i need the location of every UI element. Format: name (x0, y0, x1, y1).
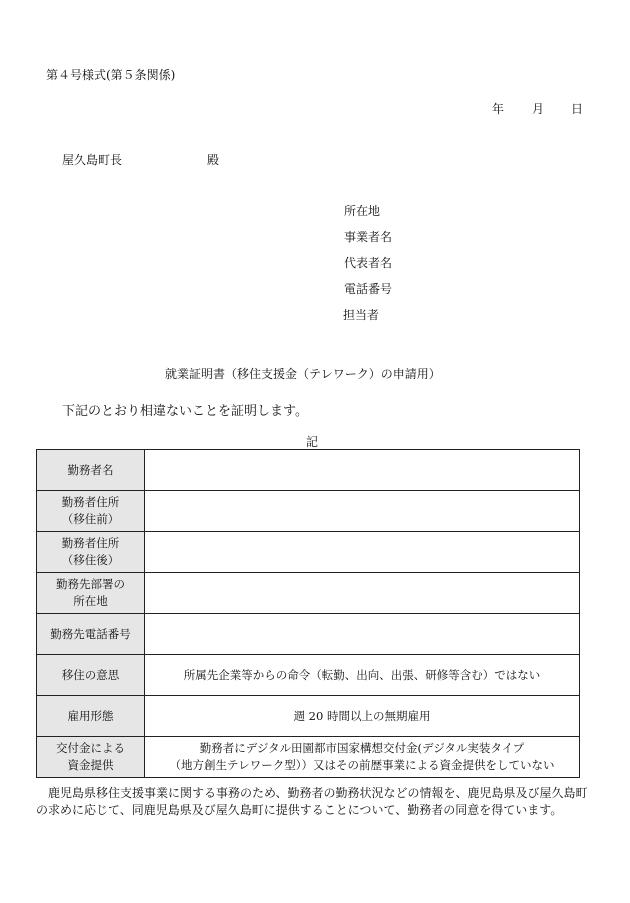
row-label: 勤務者名 (37, 450, 145, 491)
table-row (37, 737, 580, 778)
year-label: 年 (492, 102, 505, 116)
row-label: 雇用形態 (37, 696, 145, 737)
recipient-name: 屋久島町長 (62, 153, 123, 167)
row-label: 勤務者住所 （移住後） (37, 532, 145, 573)
row-label: 勤務先電話番号 (37, 614, 145, 655)
row-value: 所属先企業等からの命令（転勤、出向、出張、研修等含む）ではない (145, 655, 580, 696)
employment-table (36, 449, 580, 778)
applicant-address-label: 所在地 (344, 204, 381, 218)
table-row (37, 450, 580, 491)
form-number: 第４号様式(第５条関係) (46, 68, 176, 82)
table-row (37, 655, 580, 696)
consent-note: 鹿児島県移住支援事業に関する事務のため、勤務者の勤務状況などの情報を、鹿児島県及び屋久島町の求めに応じて、同鹿児島県及び屋久島町に提供することについて、勤務者の同意を得ています。 (36, 786, 588, 817)
ki-label: 記 (306, 435, 319, 449)
row-label: 勤務者住所 （移住前） (37, 491, 145, 532)
worker-name-field[interactable] (145, 450, 580, 491)
department-location-field[interactable] (145, 573, 580, 614)
day-label: 日 (571, 102, 584, 116)
document-title: 就業証明書（移住支援金（テレワーク）の申請用） (165, 367, 441, 381)
address-after-field[interactable] (145, 532, 580, 573)
table-row (37, 696, 580, 737)
workplace-phone-field[interactable] (145, 614, 580, 655)
row-label: 勤務先部署の 所在地 (37, 573, 145, 614)
table-row (37, 614, 580, 655)
table-row (37, 573, 580, 614)
table-row (37, 532, 580, 573)
applicant-business-name-label: 事業者名 (344, 230, 393, 244)
applicant-phone-label: 電話番号 (344, 282, 393, 296)
applicant-representative-label: 代表者名 (344, 256, 393, 270)
row-value: 週 20 時間以上の無期雇用 (145, 696, 580, 737)
applicant-contact-label: 担当者 (343, 308, 380, 322)
row-label: 移住の意思 (37, 655, 145, 696)
row-label: 交付金による 資金提供 (37, 737, 145, 778)
lead-text: 下記のとおり相違ないことを証明します。 (62, 404, 308, 419)
recipient-honorific: 殿 (207, 153, 220, 167)
table-row (37, 491, 580, 532)
row-value: 勤務者にデジタル田園都市国家構想交付金(デジタル実装タイプ （地方創生テレワーク型））又はその前歴事業による資金提供をしていない (145, 737, 580, 778)
month-label: 月 (532, 102, 545, 116)
address-before-field[interactable] (145, 491, 580, 532)
